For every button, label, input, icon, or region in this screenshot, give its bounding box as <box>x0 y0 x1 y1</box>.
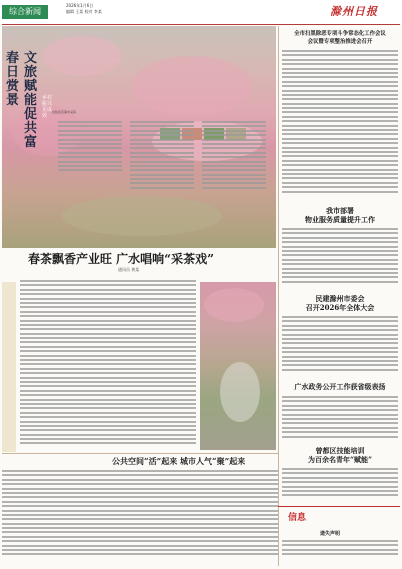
text-line <box>202 174 266 176</box>
text-line <box>20 293 196 295</box>
text-line <box>20 306 196 308</box>
hero-article-col <box>202 121 266 191</box>
text-line <box>130 178 194 180</box>
text-line <box>282 63 398 65</box>
paper-name: 滁州日报 <box>330 5 378 18</box>
text-line <box>282 490 398 492</box>
text-line <box>282 268 398 270</box>
text-line <box>202 169 266 171</box>
text-line <box>282 320 398 322</box>
text-line <box>2 527 278 529</box>
text-line <box>282 169 398 171</box>
text-line <box>282 133 398 135</box>
text-line <box>20 416 196 418</box>
text-line <box>282 414 398 416</box>
text-line <box>282 431 398 433</box>
text-line <box>202 161 266 163</box>
text-line <box>282 481 398 483</box>
text-line <box>20 407 196 409</box>
text-line <box>58 169 122 171</box>
text-line <box>20 399 196 401</box>
text-line <box>2 540 278 542</box>
text-line <box>2 505 278 507</box>
text-line <box>20 289 196 291</box>
text-line <box>282 329 398 331</box>
text-line <box>202 178 266 180</box>
text-line <box>2 492 278 494</box>
text-line <box>58 130 122 132</box>
text-line <box>130 182 194 184</box>
text-line <box>130 165 194 167</box>
text-line <box>130 139 194 141</box>
text-line <box>58 161 122 163</box>
text-line <box>282 364 398 366</box>
text-line <box>130 134 194 136</box>
text-line <box>2 553 278 555</box>
text-line <box>282 111 398 113</box>
text-line <box>202 121 266 123</box>
text-line <box>20 438 196 440</box>
text-line <box>282 138 398 140</box>
right-headline-3-line1: 民建滁州市委会 <box>315 294 365 303</box>
text-line <box>130 187 194 189</box>
text-line <box>282 540 398 542</box>
text-line <box>20 355 196 357</box>
text-line <box>202 134 266 136</box>
text-line <box>282 160 398 162</box>
text-line <box>20 372 196 374</box>
text-line <box>20 320 196 322</box>
bottom-article <box>2 470 278 566</box>
text-line <box>130 147 194 149</box>
hero-article-col <box>130 121 194 191</box>
text-line <box>282 544 398 546</box>
text-line <box>2 470 278 472</box>
text-line <box>282 254 398 256</box>
edition-date: 2026年1月6日 <box>66 3 94 8</box>
text-line <box>58 121 122 123</box>
text-line <box>282 468 398 470</box>
text-line <box>282 549 398 551</box>
text-line <box>58 143 122 145</box>
text-line <box>2 545 278 547</box>
right-article-1 <box>282 50 398 200</box>
text-line <box>282 396 398 398</box>
left-sidebar-strip <box>2 282 16 452</box>
text-line <box>282 182 398 184</box>
bottom-headline: 公共空间“活”起来 城市人气“聚”起来 <box>112 456 246 466</box>
text-line <box>2 488 278 490</box>
text-line <box>282 246 398 248</box>
text-line <box>282 125 398 127</box>
text-line <box>282 186 398 188</box>
text-line <box>282 151 398 153</box>
blossom-shape <box>204 288 264 322</box>
text-line <box>130 125 194 127</box>
text-line <box>20 377 196 379</box>
text-line <box>130 152 194 154</box>
text-line <box>282 422 398 424</box>
text-line <box>20 315 196 317</box>
lost-notice-title: 遗失声明 <box>320 531 341 537</box>
text-line <box>130 169 194 171</box>
text-line <box>282 405 398 407</box>
right-article-5 <box>282 468 398 504</box>
text-line <box>58 125 122 127</box>
text-line <box>282 142 398 144</box>
text-line <box>282 351 398 353</box>
text-line <box>282 427 398 429</box>
text-line <box>2 549 278 551</box>
text-line <box>282 94 398 96</box>
text-line <box>282 85 398 87</box>
text-line <box>202 165 266 167</box>
text-line <box>282 486 398 488</box>
text-line <box>282 436 398 438</box>
text-line <box>20 311 196 313</box>
column-rule <box>278 26 279 566</box>
text-line <box>20 434 196 436</box>
text-line <box>20 390 196 392</box>
text-line <box>282 347 398 349</box>
text-line <box>282 409 398 411</box>
text-line <box>202 139 266 141</box>
hero-article-col <box>58 121 122 174</box>
text-line <box>282 241 398 243</box>
text-line <box>130 156 194 158</box>
text-line <box>20 421 196 423</box>
text-line <box>20 363 196 365</box>
text-line <box>20 429 196 431</box>
text-line <box>2 496 278 498</box>
text-line <box>282 472 398 474</box>
main-byline: 通讯员 黄某 <box>118 267 140 272</box>
text-line <box>202 156 266 158</box>
text-line <box>130 161 194 163</box>
right-headline-1-line1: 全市扫黑除恶专项斗争常态化工作会议 <box>294 31 386 37</box>
text-line <box>282 316 398 318</box>
text-line <box>282 272 398 274</box>
edition-info <box>66 3 102 15</box>
text-line <box>282 72 398 74</box>
text-line <box>20 403 196 405</box>
text-line <box>20 368 196 370</box>
text-line <box>58 147 122 149</box>
text-line <box>20 346 196 348</box>
text-line <box>20 298 196 300</box>
text-line <box>202 182 266 184</box>
text-line <box>20 341 196 343</box>
text-line <box>20 412 196 414</box>
header-rule <box>2 24 400 25</box>
text-line <box>2 479 278 481</box>
text-line <box>282 356 398 358</box>
text-line <box>282 116 398 118</box>
text-line <box>20 350 196 352</box>
text-line <box>282 276 398 278</box>
main-article-body <box>20 280 196 452</box>
right-headline-3 <box>282 294 398 312</box>
text-line <box>20 324 196 326</box>
right-headline-5 <box>282 446 398 464</box>
text-line <box>282 338 398 340</box>
text-line <box>20 333 196 335</box>
info-title: 信息 <box>288 513 307 523</box>
text-line <box>282 191 398 193</box>
text-line <box>282 107 398 109</box>
right-headline-2-line2: 物业服务质量提升工作 <box>305 215 375 224</box>
text-line <box>282 494 398 496</box>
edition-editors: 编辑 王某 校对 李某 <box>66 9 102 14</box>
text-line <box>202 147 266 149</box>
text-line <box>20 328 196 330</box>
blossom-shape <box>42 36 122 76</box>
side-photo <box>200 282 276 450</box>
text-line <box>282 281 398 283</box>
hero-subtitle: 乡村振兴见成效 <box>42 95 53 119</box>
text-line <box>282 342 398 344</box>
main-headline: 春茶飘香产业旺 广水唱响“采茶戏” <box>28 252 214 266</box>
section-tab: 综合新闻 <box>2 5 48 19</box>
text-line <box>282 259 398 261</box>
text-line <box>282 54 398 56</box>
text-line <box>58 134 122 136</box>
right-headline-1 <box>282 30 398 46</box>
text-line <box>282 237 398 239</box>
text-line <box>2 518 278 520</box>
right-headline-1-line2: 会议暨专项整治推进会召开 <box>307 39 373 45</box>
text-line <box>2 474 278 476</box>
right-headline-4: 广水政务公开工作获省级表扬 <box>294 382 386 391</box>
right-headline-2 <box>282 206 398 224</box>
right-article-2 <box>282 228 398 288</box>
text-line <box>2 510 278 512</box>
bottom-rule <box>2 453 278 454</box>
text-line <box>2 531 278 533</box>
text-line <box>282 228 398 230</box>
text-line <box>282 98 398 100</box>
text-line <box>282 250 398 252</box>
text-line <box>282 120 398 122</box>
text-line <box>130 143 194 145</box>
text-line <box>202 130 266 132</box>
right-article-3 <box>282 316 398 376</box>
text-line <box>20 302 196 304</box>
text-line <box>282 68 398 70</box>
text-line <box>58 156 122 158</box>
text-line <box>130 121 194 123</box>
hero-article <box>58 121 268 239</box>
text-line <box>130 130 194 132</box>
text-line <box>20 381 196 383</box>
text-line <box>282 418 398 420</box>
text-line <box>20 337 196 339</box>
hero-title-col2: 文旅赋能促共富 <box>24 51 38 150</box>
text-line <box>2 514 278 516</box>
text-line <box>282 263 398 265</box>
blossom-shape <box>132 56 252 116</box>
text-line <box>2 523 278 525</box>
text-line <box>282 369 398 371</box>
text-line <box>58 165 122 167</box>
text-line <box>20 442 196 444</box>
text-line <box>202 187 266 189</box>
hero-title-col1: 春日赏景 <box>6 51 20 108</box>
text-line <box>2 483 278 485</box>
text-line <box>202 125 266 127</box>
text-line <box>282 59 398 61</box>
text-line <box>282 90 398 92</box>
text-line <box>282 553 398 555</box>
text-line <box>282 173 398 175</box>
text-line <box>20 385 196 387</box>
text-line <box>282 325 398 327</box>
text-line <box>2 501 278 503</box>
hero-caption: 村民在花海中采茶 <box>52 110 77 114</box>
info-body <box>282 540 398 564</box>
text-line <box>282 50 398 52</box>
text-line <box>282 164 398 166</box>
text-line <box>20 280 196 282</box>
text-line <box>282 81 398 83</box>
blossom-shape <box>220 362 260 422</box>
right-headline-5-line2: 为百余名青年“赋能” <box>307 455 373 464</box>
right-headline-3-line2: 召开2026年全体大会 <box>305 303 375 312</box>
text-line <box>20 425 196 427</box>
text-line <box>282 103 398 105</box>
text-line <box>130 174 194 176</box>
text-line <box>20 394 196 396</box>
right-headline-2-line1: 我市部署 <box>326 206 354 215</box>
text-line <box>282 155 398 157</box>
text-line <box>2 536 278 538</box>
text-line <box>202 152 266 154</box>
text-line <box>282 147 398 149</box>
right-article-4 <box>282 396 398 446</box>
text-line <box>20 284 196 286</box>
text-line <box>202 143 266 145</box>
text-line <box>282 129 398 131</box>
text-line <box>282 76 398 78</box>
text-line <box>282 360 398 362</box>
text-line <box>282 477 398 479</box>
text-line <box>282 232 398 234</box>
text-line <box>282 400 398 402</box>
right-headline-5-line1: 曾都区技能培训 <box>315 446 365 455</box>
text-line <box>58 139 122 141</box>
text-line <box>282 177 398 179</box>
text-line <box>58 152 122 154</box>
text-line <box>282 334 398 336</box>
text-line <box>20 359 196 361</box>
